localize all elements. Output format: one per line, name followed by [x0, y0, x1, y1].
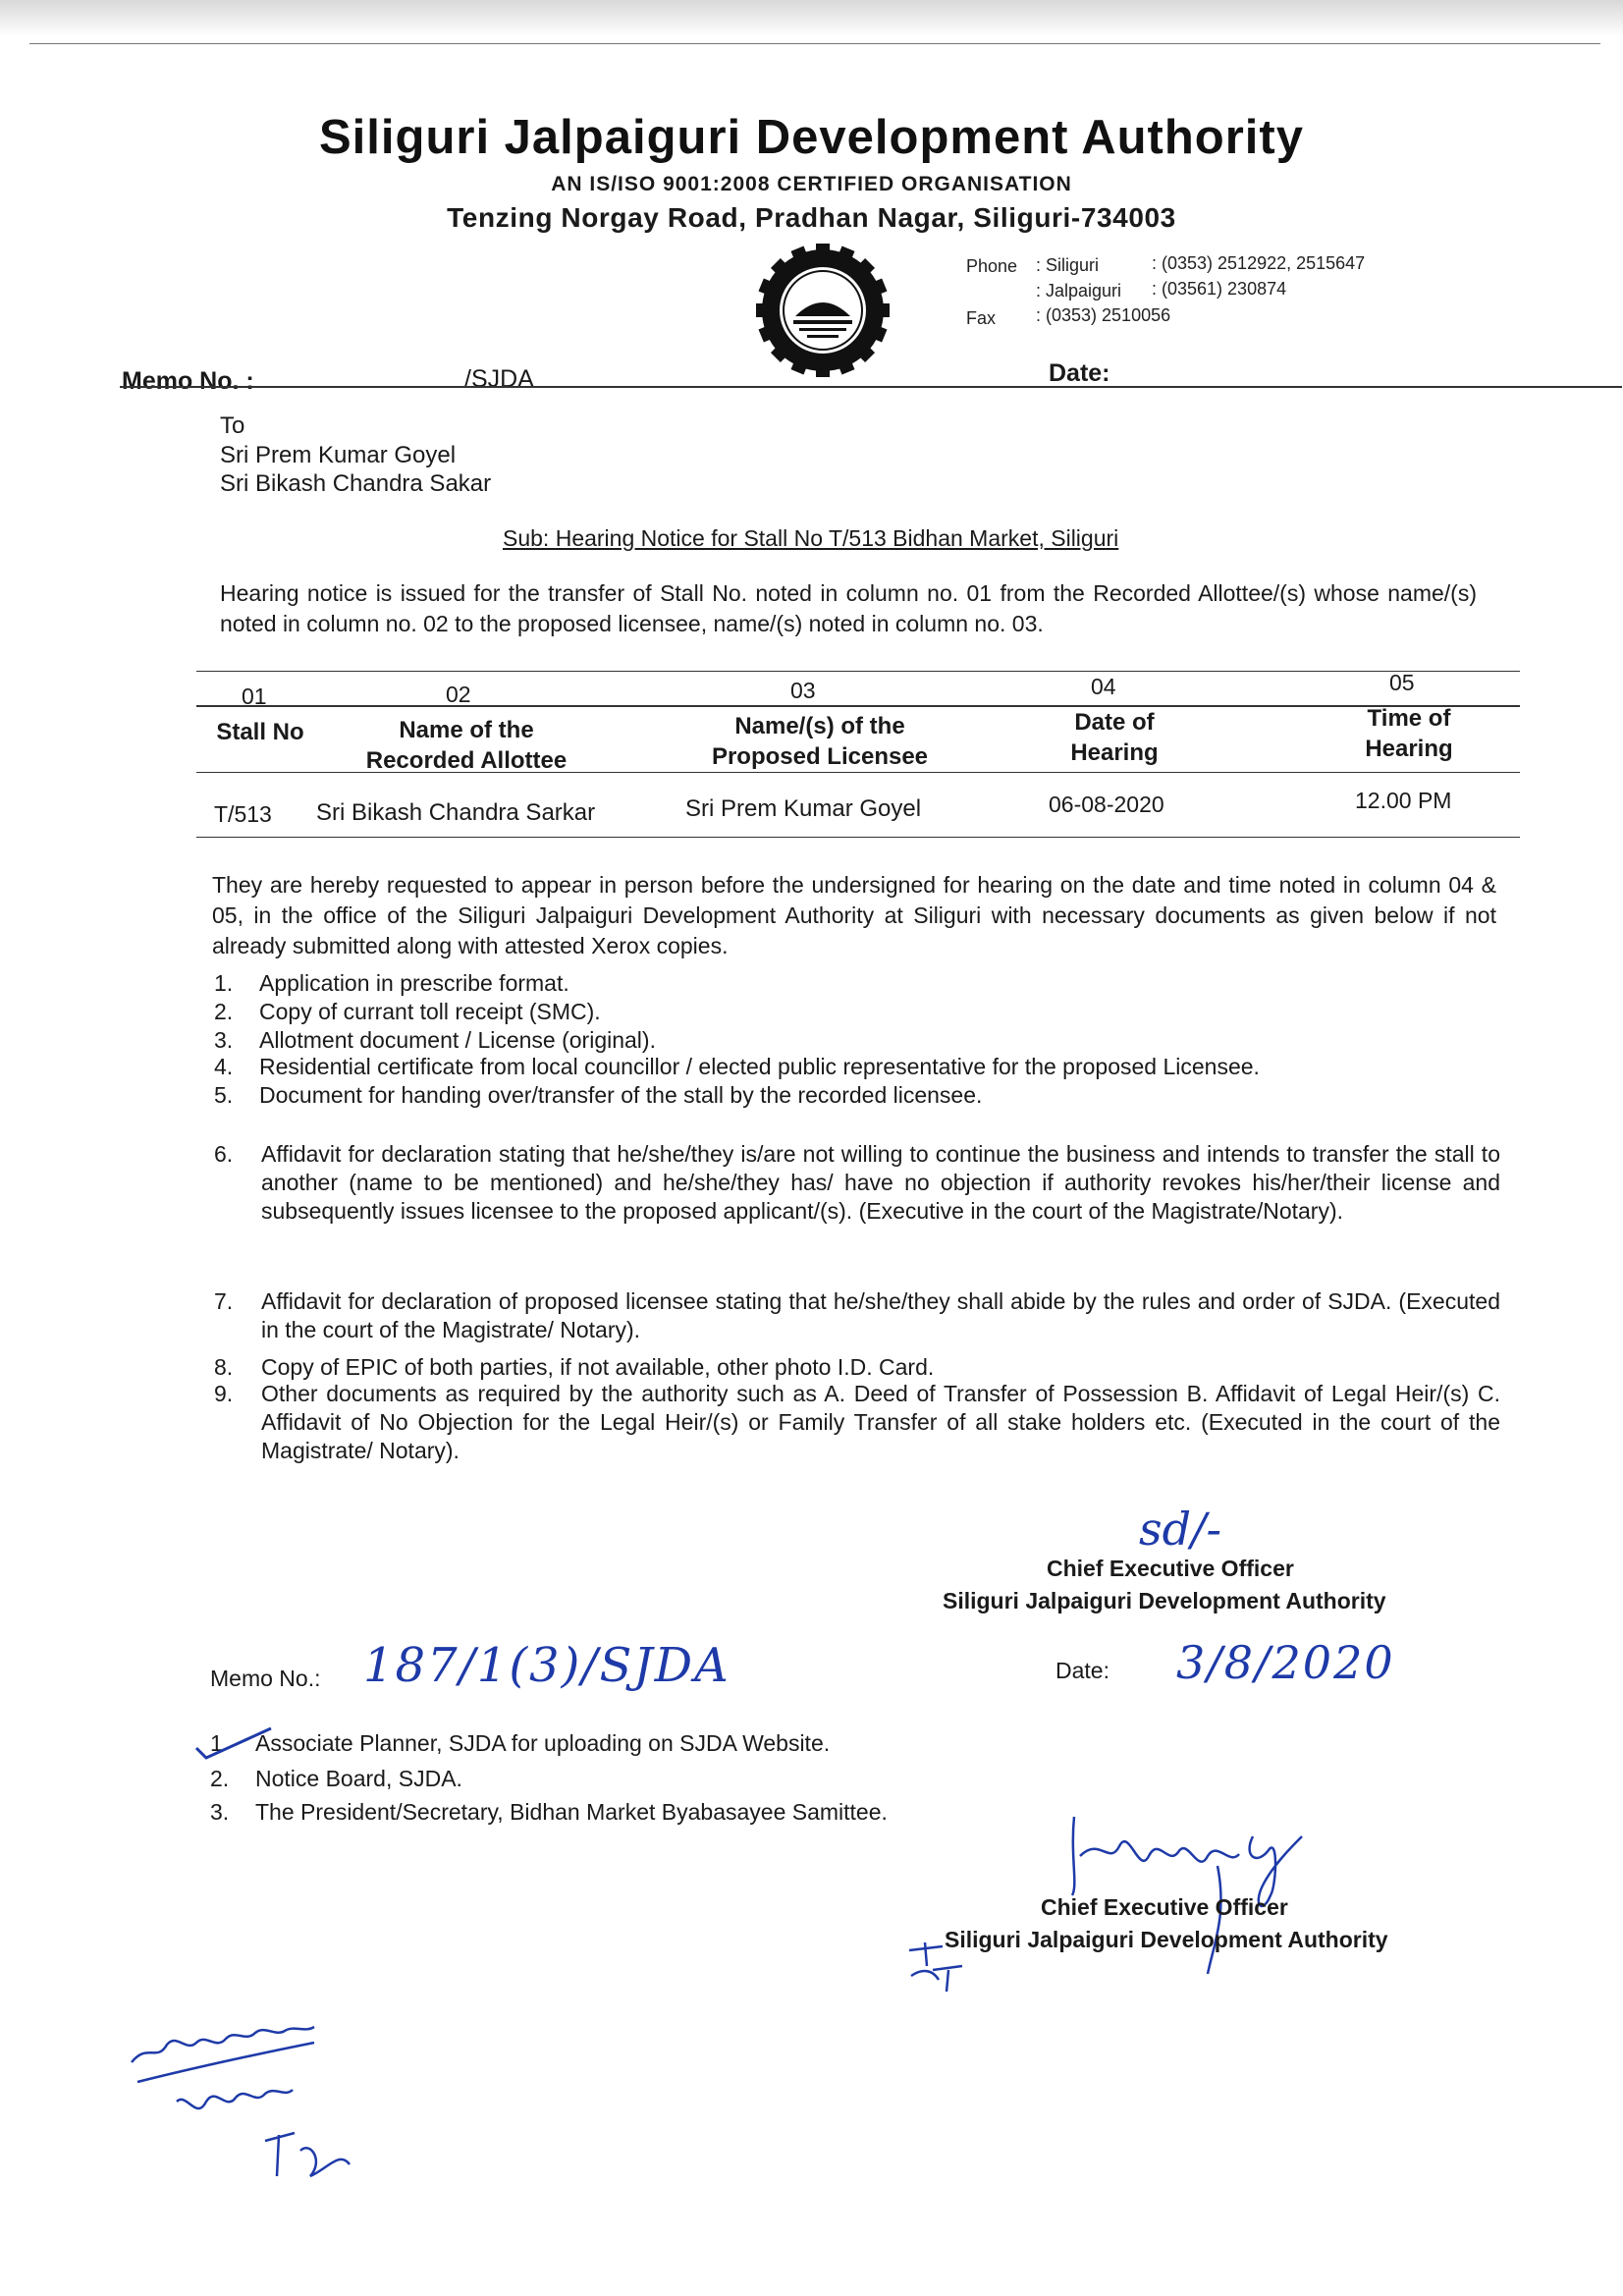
- list-number: 3.: [210, 1799, 230, 1825]
- phone-place-siliguri: : Siliguri: [1036, 255, 1100, 275]
- handwritten-memo-number: 187/1(3)/SJDA: [363, 1638, 730, 1693]
- list-number: 6.: [214, 1141, 234, 1167]
- cell-time-of-hearing: 12.00 PM: [1355, 788, 1452, 813]
- list-item: [214, 1053, 1500, 1080]
- organisation-name: Siliguri Jalpaiguri Development Authority: [319, 111, 1304, 164]
- tick-mark-icon: [192, 1724, 281, 1764]
- copy-to-item: [210, 1798, 1094, 1826]
- col-number: 03: [790, 678, 816, 703]
- phone-number-jalpaiguri: : (03561) 230874: [1152, 279, 1287, 299]
- memo2-label: Memo No.:: [210, 1666, 321, 1691]
- table-rule-bottom: [196, 837, 1520, 838]
- intro-paragraph: Hearing notice is issued for the transfer of Stall No. noted in column no. 01 from the Recorded Allottee/(s) whose name/(s) noted in column no. 02 to the proposed licensee, name/(s) noted in column no. 03.: [220, 580, 1477, 636]
- request-paragraph: They are hereby requested to appear in person before the undersigned for hearing on the date and time noted in column 04 & 05, in the office of the Siliguri Jalpaiguri Development Authority at Siliguri with necessary documents as given below if not already submitted along with attested Xerox copies.: [212, 872, 1496, 958]
- phone-number-siliguri: : (0353) 2512922, 2515647: [1152, 253, 1366, 273]
- cell-stall-no: T/513: [214, 801, 272, 827]
- signatory-organisation: Siliguri Jalpaiguri Development Authority: [945, 1927, 1388, 1952]
- list-text: The President/Secretary, Bidhan Market Byabasayee Samittee.: [255, 1799, 888, 1825]
- handwritten-annotation: [118, 2003, 412, 2200]
- list-text: Affidavit for declaration of proposed licensee stating that he/she/they shall abide by the rules and order of SJDA. (Executed in the court of the Magistrate/ Notary).: [261, 1288, 1500, 1342]
- scan-top-band: [0, 0, 1623, 37]
- copy-to-item: [210, 1729, 1094, 1757]
- list-item: [214, 969, 1500, 997]
- list-number: 2.: [214, 999, 234, 1024]
- list-item: [214, 1081, 1500, 1109]
- list-item: [214, 998, 1500, 1025]
- list-text: Residential certificate from local councillor / elected public representative for the proposed Licensee.: [259, 1054, 1260, 1079]
- organisation-address: Tenzing Norgay Road, Pradhan Nagar, Siliguri-734003: [447, 202, 1176, 233]
- recipient-name: Sri Prem Kumar Goyel: [220, 442, 457, 468]
- header-time-of-hearing: Time of Hearing: [1365, 705, 1453, 762]
- list-text: Copy of currant toll receipt (SMC).: [259, 999, 601, 1024]
- fax-label: Fax: [966, 308, 997, 328]
- table-rule-top: [196, 671, 1520, 672]
- to-label: To: [220, 412, 245, 439]
- handwritten-initial-mark: [903, 1937, 972, 1995]
- list-text: Application in prescribe format.: [259, 970, 569, 996]
- signatory-organisation: Siliguri Jalpaiguri Development Authority: [943, 1588, 1386, 1613]
- header-date-of-hearing: Date of Hearing: [1070, 709, 1159, 766]
- col-number: 05: [1389, 670, 1415, 695]
- list-number: 1.: [214, 970, 234, 996]
- sjda-seal-logo: [756, 244, 890, 377]
- signatory-title: Chief Executive Officer: [1041, 1894, 1288, 1920]
- signatory-title: Chief Executive Officer: [1047, 1556, 1294, 1581]
- memo-label: Memo No. :: [122, 367, 254, 395]
- memo-suffix: /SJDA: [464, 365, 534, 393]
- list-number: 5.: [214, 1082, 234, 1108]
- copy-to-item: [210, 1765, 1094, 1792]
- list-number: 1: [210, 1730, 223, 1756]
- list-text: Affidavit for declaration stating that he/she/they is/are not willing to continue the business and intends to transfer the stall to another (name to be mentioned) and he/she/they has/ have no objection if authority revokes his/her/their license and subsequently issues licensee to the proposed applicant/(s). (Executive in the court of the Magistrate/Notary).: [261, 1141, 1500, 1224]
- certification-line: AN IS/ISO 9001:2008 CERTIFIED ORGANISATION: [551, 173, 1072, 195]
- table-rule-header: [196, 705, 1520, 707]
- cell-date-of-hearing: 06-08-2020: [1049, 792, 1164, 817]
- list-item: [214, 1140, 1500, 1226]
- top-rule: [29, 43, 1600, 44]
- handwritten-initials: sd/-: [1139, 1503, 1222, 1556]
- list-text: Notice Board, SJDA.: [255, 1766, 462, 1791]
- list-text: Other documents as required by the authority such as A. Deed of Transfer of Possession B. Affidavit of Legal Heir/(s) C. Affidavit of No Objection for the Legal Heir/(s) or Family Transfer of all stake holders etc. (Executed in the court of the Magistrate/ Notary).: [261, 1381, 1500, 1463]
- memo-rule: [120, 386, 1622, 388]
- list-number: 8.: [214, 1354, 234, 1380]
- list-item: [214, 1026, 1500, 1054]
- col-number: 01: [242, 683, 267, 709]
- fax-number: : (0353) 2510056: [1036, 305, 1171, 325]
- header-proposed-licensee: Name/(s) of the Proposed Licensee: [711, 713, 929, 770]
- col-number: 04: [1091, 674, 1116, 699]
- cell-proposed-licensee: Sri Prem Kumar Goyel: [685, 795, 922, 822]
- list-item: [214, 1380, 1500, 1465]
- list-text: Associate Planner, SJDA for uploading on SJDA Website.: [255, 1730, 831, 1756]
- header-recorded-allottee: Name of the Recorded Allottee: [365, 717, 568, 774]
- recipient-name: Sri Bikash Chandra Sakar: [220, 470, 492, 497]
- table-rule-mid: [196, 772, 1520, 773]
- list-text: Copy of EPIC of both parties, if not available, other photo I.D. Card.: [261, 1354, 935, 1380]
- subject-line: Sub: Hearing Notice for Stall No T/513 Bidhan Market, Siliguri: [503, 525, 1119, 551]
- list-item: [214, 1287, 1500, 1344]
- list-text: Document for handing over/transfer of the stall by the recorded licensee.: [259, 1082, 983, 1108]
- phone-place-jalpaiguri: : Jalpaiguri: [1036, 281, 1122, 301]
- list-number: 9.: [214, 1381, 234, 1406]
- list-item: [214, 1353, 1500, 1381]
- list-number: 7.: [214, 1288, 234, 1314]
- list-number: 2.: [210, 1766, 230, 1791]
- list-number: 4.: [214, 1054, 234, 1079]
- memo-date-label: Date:: [1049, 359, 1110, 387]
- cell-recorded-allottee: Sri Bikash Chandra Sarkar: [316, 799, 596, 826]
- memo2-date-label: Date:: [1055, 1658, 1109, 1683]
- handwritten-date: 3/8/2020: [1176, 1636, 1395, 1689]
- handwritten-signature: [1060, 1797, 1355, 1984]
- phone-label: Phone: [966, 256, 1018, 276]
- list-number: 3.: [214, 1027, 234, 1053]
- header-stall-no: Stall No: [216, 719, 304, 745]
- list-text: Allotment document / License (original).: [259, 1027, 656, 1053]
- col-number: 02: [446, 682, 471, 707]
